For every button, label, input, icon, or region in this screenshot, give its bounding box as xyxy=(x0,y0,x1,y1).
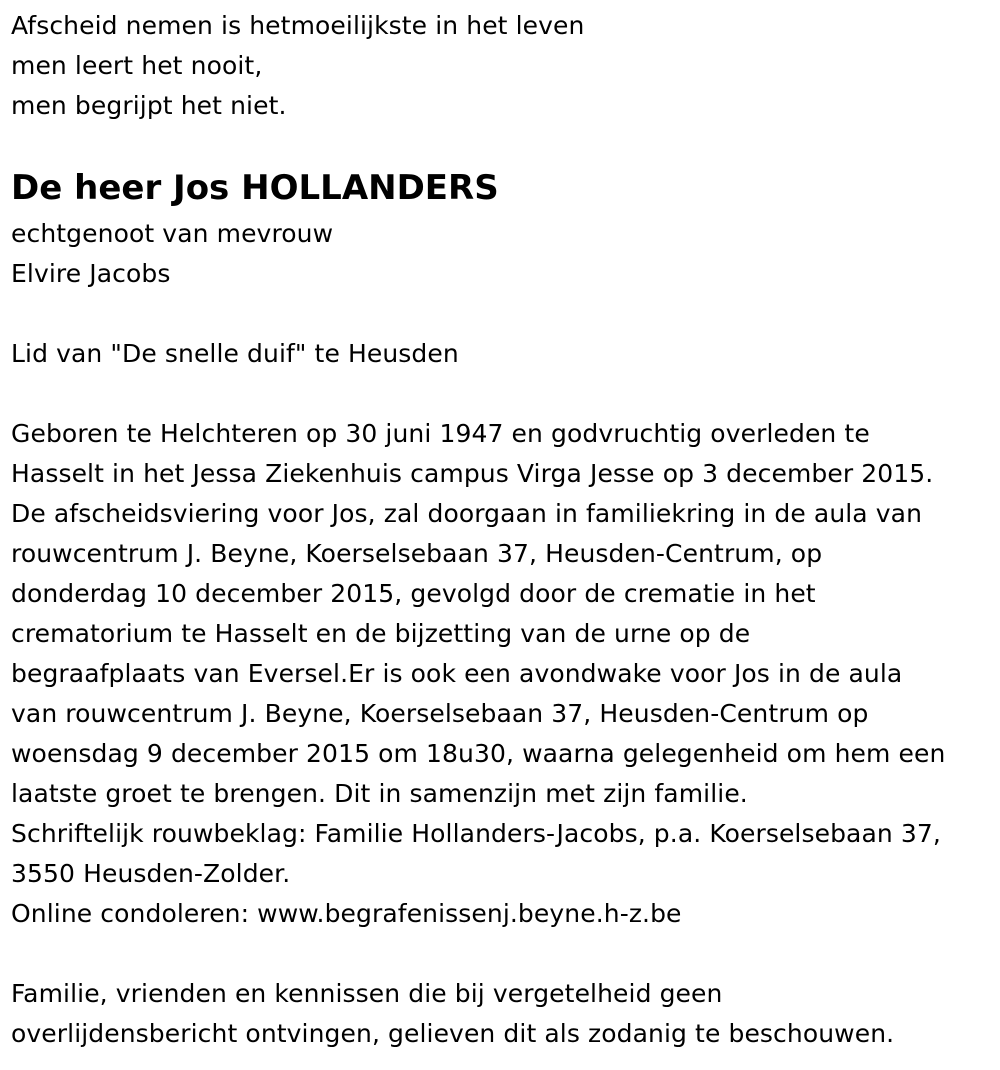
condolence-url-line: Online condoleren: www.begrafenissenj.beyne.h-z.be xyxy=(11,899,682,928)
spacer xyxy=(11,934,996,974)
closing-line: Familie, vrienden en kennissen die bij vergetelheid geen xyxy=(11,979,723,1008)
obituary-notice xyxy=(11,6,996,1054)
details-line: van rouwcentrum J. Beyne, Koerselsebaan 37, Heusden-Centrum op xyxy=(11,699,869,728)
deceased-name: De heer Jos HOLLANDERS xyxy=(11,168,499,208)
spouse-line: Elvire Jacobs xyxy=(11,259,171,288)
spouse-block xyxy=(11,214,996,294)
details-block xyxy=(11,414,996,934)
spacer xyxy=(11,294,996,334)
details-line: Hasselt in het Jessa Ziekenhuis campus Virga Jesse op 3 december 2015. xyxy=(11,459,934,488)
spouse-line: echtgenoot van mevrouw xyxy=(11,219,334,248)
details-line: De afscheidsviering voor Jos, zal doorgaan in familiekring in de aula van xyxy=(11,499,923,528)
poem-block xyxy=(11,6,996,126)
details-line: 3550 Heusden-Zolder. xyxy=(11,859,291,888)
details-line: Geboren te Helchteren op 30 juni 1947 en godvruchtig overleden te xyxy=(11,419,870,448)
details-line: rouwcentrum J. Beyne, Koerselsebaan 37, Heusden-Centrum, op xyxy=(11,539,823,568)
closing-block xyxy=(11,974,996,1054)
poem-line: men begrijpt het niet. xyxy=(11,91,287,120)
spacer xyxy=(11,374,996,414)
poem-line: Afscheid nemen is hetmoeilijkste in het leven xyxy=(11,11,585,40)
poem-line: men leert het nooit, xyxy=(11,51,263,80)
details-line: laatste groet te brengen. Dit in samenzijn met zijn familie. xyxy=(11,779,748,808)
details-line: begraafplaats van Eversel.Er is ook een avondwake voor Jos in de aula xyxy=(11,659,903,688)
details-line: donderdag 10 december 2015, gevolgd door de crematie in het xyxy=(11,579,816,608)
details-line: Schriftelijk rouwbeklag: Familie Hollanders-Jacobs, p.a. Koerselsebaan 37, xyxy=(11,819,941,848)
details-line: crematorium te Hasselt en de bijzetting van de urne op de xyxy=(11,619,751,648)
membership-line: Lid van "De snelle duif" te Heusden xyxy=(11,339,459,368)
details-line: woensdag 9 december 2015 om 18u30, waarna gelegenheid om hem een xyxy=(11,739,946,768)
closing-line: overlijdensbericht ontvingen, gelieven dit als zodanig te beschouwen. xyxy=(11,1019,895,1048)
